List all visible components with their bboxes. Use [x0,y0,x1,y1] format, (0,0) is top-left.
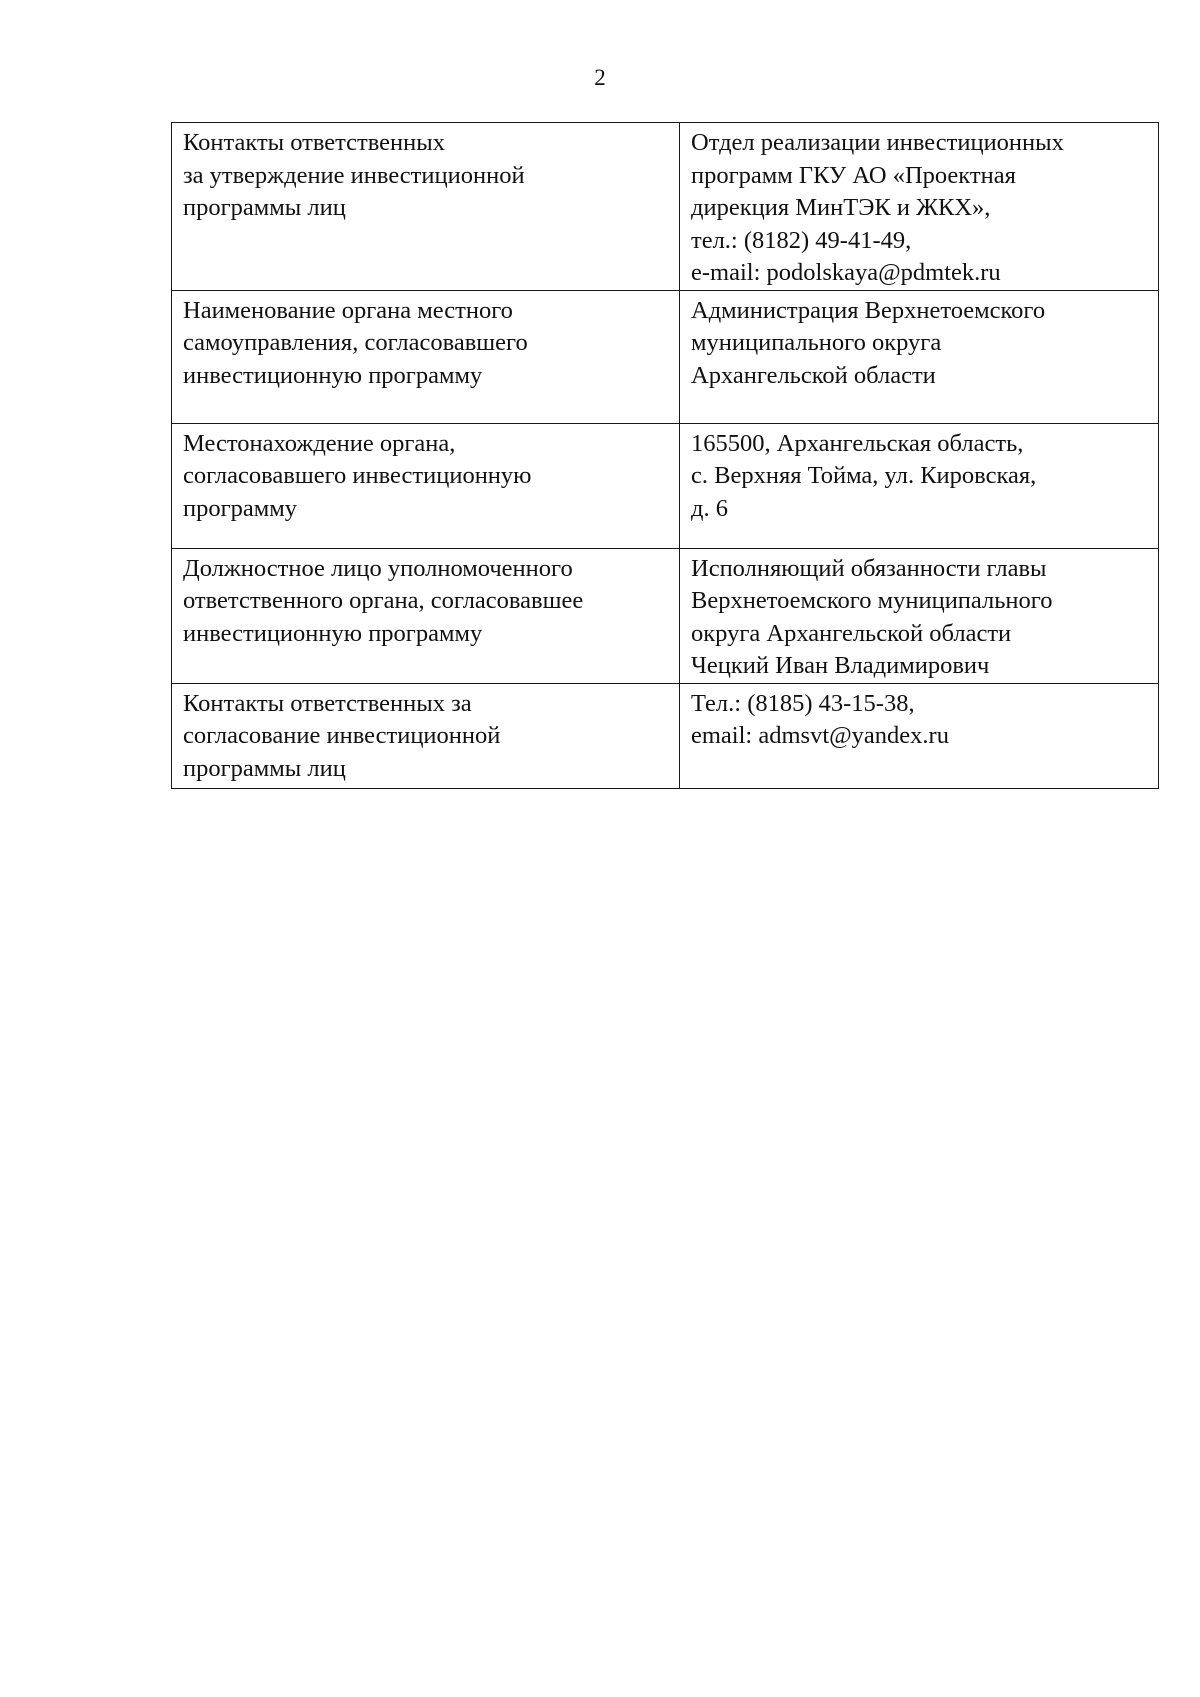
label-text-line: Местонахождение органа, [183,429,456,457]
label-text-line: Контакты ответственных [183,129,445,156]
value-text-line: округа Архангельской области [691,619,1012,647]
value-text-line: 165500, Архангельская область, [691,429,1024,457]
row-value-cell [680,290,1159,423]
value-text-line: Верхнетоемского муниципального [691,587,1053,614]
label-text-line: согласовавшего инвестиционную [183,462,532,489]
row-value-cell [680,123,1159,291]
label-text-line: инвестиционную программу [183,361,483,389]
label-text-line: программу [183,494,298,522]
table-row [172,423,1159,548]
label-text-line: программы лиц [183,194,346,221]
value-text-line: с. Верхняя Тойма, ул. Кировская, [691,462,1037,489]
row-label-cell [172,423,680,548]
row-value-cell [680,683,1159,788]
label-text-line: самоуправления, согласовавшего [183,329,528,356]
table-row [172,548,1159,683]
table-row [172,290,1159,423]
value-text-line: Тел.: (8185) 43-15-38, [691,689,915,717]
page-number: 2 [594,65,606,90]
row-label-cell [172,123,680,291]
value-text-line: программ ГКУ АО «Проектная [691,161,1016,189]
row-label-cell [172,683,680,788]
table-row [172,123,1159,291]
value-text-line: Исполняющий обязанности главы [691,554,1047,582]
label-text-line: программы лиц [183,754,346,782]
info-table-body [172,123,1159,789]
row-value-cell [680,548,1159,683]
value-text-line: Отдел реализации инвестиционных [691,129,1064,156]
value-text-line: Администрация Верхнетоемского [691,296,1046,324]
info-table [171,122,1159,789]
value-text-line: e-mail: podolskaya@pdmtek.ru [691,259,1001,286]
value-text-line: муниципального округа [691,329,942,356]
value-text-line: email: admsvt@yandex.ru [691,722,949,749]
value-text-line: Архангельской области [691,361,936,389]
value-text-line: тел.: (8182) 49-41-49, [691,226,912,254]
table-row [172,683,1159,788]
label-text-line: Контакты ответственных за [183,689,472,717]
value-text-line: Чецкий Иван Владимирович [691,652,990,679]
label-text-line: согласование инвестиционной [183,722,501,749]
label-text-line: Наименование органа местного [183,296,513,324]
label-text-line: инвестиционную программу [183,619,483,647]
row-value-cell [680,423,1159,548]
label-text-line: за утверждение инвестиционной [183,161,525,189]
label-text-line: ответственного органа, согласовавшее [183,587,584,614]
value-text-line: д. 6 [691,494,728,522]
row-label-cell [172,548,680,683]
value-text-line: дирекция МинТЭК и ЖКХ», [691,194,991,221]
label-text-line: Должностное лицо уполномоченного [183,554,573,582]
row-label-cell [172,290,680,423]
